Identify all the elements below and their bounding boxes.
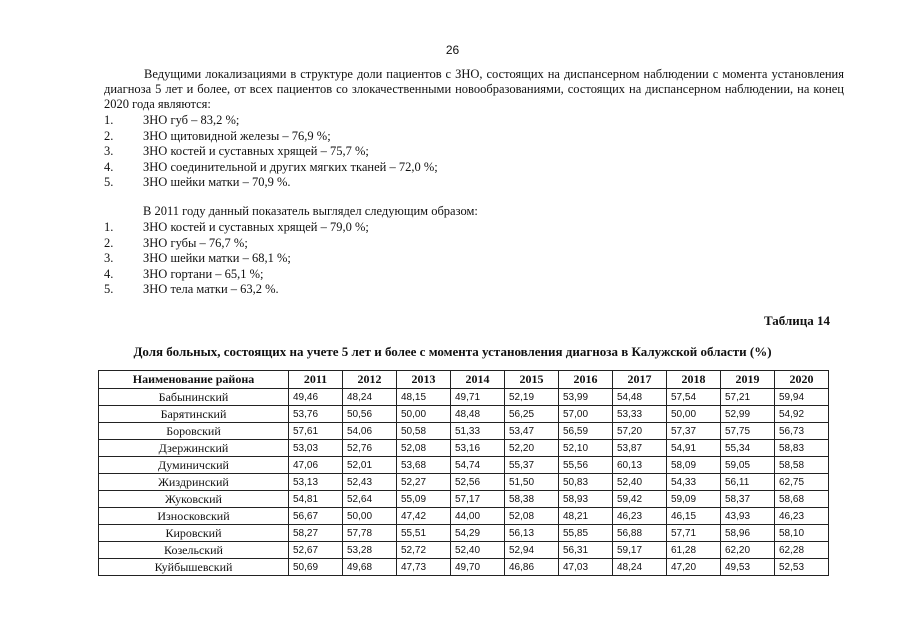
value-cell: 54,92 bbox=[775, 406, 829, 423]
value-cell: 59,05 bbox=[721, 457, 775, 474]
list-item bbox=[104, 175, 438, 191]
value-cell: 57,17 bbox=[451, 491, 505, 508]
list-item-text: ЗНО гортани – 65,1 %; bbox=[143, 266, 264, 281]
value-cell: 55,51 bbox=[397, 525, 451, 542]
column-header-year: 2013 bbox=[397, 371, 451, 389]
value-cell: 56,59 bbox=[559, 423, 613, 440]
value-cell: 57,00 bbox=[559, 406, 613, 423]
value-cell: 53,68 bbox=[397, 457, 451, 474]
value-cell: 52,94 bbox=[505, 542, 559, 559]
value-cell: 52,10 bbox=[559, 440, 613, 457]
value-cell: 52,40 bbox=[613, 474, 667, 491]
list-item-number: 5. bbox=[104, 282, 114, 296]
value-cell: 55,09 bbox=[397, 491, 451, 508]
value-cell: 53,87 bbox=[613, 440, 667, 457]
value-cell: 52,20 bbox=[505, 440, 559, 457]
value-cell: 52,72 bbox=[397, 542, 451, 559]
table-row bbox=[99, 508, 829, 525]
value-cell: 52,19 bbox=[505, 389, 559, 406]
page-number: 26 bbox=[445, 43, 460, 57]
value-cell: 57,20 bbox=[613, 423, 667, 440]
value-cell: 58,93 bbox=[559, 491, 613, 508]
value-cell: 54,48 bbox=[613, 389, 667, 406]
value-cell: 49,70 bbox=[451, 559, 505, 576]
value-cell: 46,86 bbox=[505, 559, 559, 576]
list-item-number: 3. bbox=[104, 251, 114, 265]
list-item-text: ЗНО соединительной и других мягких тканей – 72,0 %; bbox=[143, 159, 438, 174]
table-row bbox=[99, 525, 829, 542]
list-item-text: ЗНО губ – 83,2 %; bbox=[143, 113, 240, 127]
list-item-text: ЗНО костей и суставных хрящей – 75,7 %; bbox=[143, 144, 369, 158]
value-cell: 52,56 bbox=[451, 474, 505, 491]
value-cell: 52,76 bbox=[343, 440, 397, 457]
list-item-number: 2. bbox=[104, 128, 114, 143]
list-item-number: 5. bbox=[104, 175, 114, 189]
list-item-text: ЗНО тела матки – 63,2 %. bbox=[143, 282, 279, 296]
value-cell: 50,58 bbox=[397, 423, 451, 440]
value-cell: 58,83 bbox=[775, 440, 829, 457]
column-header-year: 2019 bbox=[721, 371, 775, 389]
value-cell: 60,13 bbox=[613, 457, 667, 474]
list-item-text: ЗНО шейки матки – 70,9 %. bbox=[143, 175, 291, 189]
value-cell: 56,73 bbox=[775, 423, 829, 440]
value-cell: 50,56 bbox=[343, 406, 397, 423]
value-cell: 49,46 bbox=[289, 389, 343, 406]
value-cell: 48,24 bbox=[613, 559, 667, 576]
district-name-cell: Кировский bbox=[99, 525, 289, 542]
list-item bbox=[104, 251, 369, 267]
value-cell: 56,11 bbox=[721, 474, 775, 491]
list-item-text: ЗНО шейки матки – 68,1 %; bbox=[143, 251, 291, 265]
district-table bbox=[98, 370, 829, 576]
column-header-year: 2017 bbox=[613, 371, 667, 389]
list-item-number: 4. bbox=[104, 266, 114, 281]
table-row bbox=[99, 406, 829, 423]
column-header-district: Наименование района bbox=[99, 371, 289, 389]
list-item bbox=[104, 220, 369, 236]
value-cell: 46,23 bbox=[775, 508, 829, 525]
district-name-cell: Жуковский bbox=[99, 491, 289, 508]
table-body bbox=[99, 389, 829, 576]
list-item-number: 1. bbox=[104, 113, 114, 127]
value-cell: 56,67 bbox=[289, 508, 343, 525]
value-cell: 52,43 bbox=[343, 474, 397, 491]
value-cell: 52,53 bbox=[775, 559, 829, 576]
value-cell: 47,03 bbox=[559, 559, 613, 576]
value-cell: 56,25 bbox=[505, 406, 559, 423]
value-cell: 59,09 bbox=[667, 491, 721, 508]
column-header-year: 2020 bbox=[775, 371, 829, 389]
value-cell: 44,00 bbox=[451, 508, 505, 525]
table-row bbox=[99, 423, 829, 440]
value-cell: 62,28 bbox=[775, 542, 829, 559]
value-cell: 58,10 bbox=[775, 525, 829, 542]
list-item bbox=[104, 144, 438, 160]
value-cell: 57,61 bbox=[289, 423, 343, 440]
value-cell: 56,31 bbox=[559, 542, 613, 559]
value-cell: 53,28 bbox=[343, 542, 397, 559]
value-cell: 53,47 bbox=[505, 423, 559, 440]
value-cell: 52,99 bbox=[721, 406, 775, 423]
value-cell: 48,21 bbox=[559, 508, 613, 525]
value-cell: 52,08 bbox=[505, 508, 559, 525]
value-cell: 57,78 bbox=[343, 525, 397, 542]
value-cell: 47,20 bbox=[667, 559, 721, 576]
value-cell: 55,85 bbox=[559, 525, 613, 542]
value-cell: 58,09 bbox=[667, 457, 721, 474]
column-header-year: 2011 bbox=[289, 371, 343, 389]
value-cell: 58,27 bbox=[289, 525, 343, 542]
value-cell: 58,58 bbox=[775, 457, 829, 474]
value-cell: 48,24 bbox=[343, 389, 397, 406]
table-number: Таблица 14 bbox=[763, 313, 830, 328]
district-name-cell: Боровский bbox=[99, 423, 289, 440]
value-cell: 53,99 bbox=[559, 389, 613, 406]
value-cell: 59,42 bbox=[613, 491, 667, 508]
value-cell: 59,17 bbox=[613, 542, 667, 559]
value-cell: 62,75 bbox=[775, 474, 829, 491]
value-cell: 54,74 bbox=[451, 457, 505, 474]
list-item-text: ЗНО щитовидной железы – 76,9 %; bbox=[143, 128, 331, 143]
district-name-cell: Козельский bbox=[99, 542, 289, 559]
list-item bbox=[104, 129, 438, 145]
value-cell: 47,73 bbox=[397, 559, 451, 576]
table-row bbox=[99, 559, 829, 576]
list-item bbox=[104, 282, 369, 298]
list-item bbox=[104, 267, 369, 283]
value-cell: 53,33 bbox=[613, 406, 667, 423]
list-item-number: 4. bbox=[104, 159, 114, 174]
intro-paragraph bbox=[104, 67, 844, 112]
district-name-cell: Куйбышевский bbox=[99, 559, 289, 576]
value-cell: 49,53 bbox=[721, 559, 775, 576]
value-cell: 50,69 bbox=[289, 559, 343, 576]
value-cell: 58,68 bbox=[775, 491, 829, 508]
value-cell: 43,93 bbox=[721, 508, 775, 525]
value-cell: 57,54 bbox=[667, 389, 721, 406]
value-cell: 54,91 bbox=[667, 440, 721, 457]
value-cell: 58,38 bbox=[505, 491, 559, 508]
table-header-row bbox=[99, 371, 829, 389]
list-item-text: ЗНО костей и суставных хрящей – 79,0 %; bbox=[143, 220, 369, 234]
value-cell: 53,13 bbox=[289, 474, 343, 491]
value-cell: 57,71 bbox=[667, 525, 721, 542]
value-cell: 59,94 bbox=[775, 389, 829, 406]
value-cell: 53,03 bbox=[289, 440, 343, 457]
intro-2011: В 2011 году данный показатель выглядел следующим образом: bbox=[143, 204, 478, 218]
list-item-number: 1. bbox=[104, 220, 114, 234]
value-cell: 54,29 bbox=[451, 525, 505, 542]
column-header-year: 2018 bbox=[667, 371, 721, 389]
list-item bbox=[104, 160, 438, 176]
column-header-year: 2015 bbox=[505, 371, 559, 389]
value-cell: 58,37 bbox=[721, 491, 775, 508]
list-item-text: ЗНО губы – 76,7 %; bbox=[143, 235, 248, 250]
list-item-number: 3. bbox=[104, 144, 114, 158]
list-item bbox=[104, 236, 369, 252]
value-cell: 57,37 bbox=[667, 423, 721, 440]
value-cell: 61,28 bbox=[667, 542, 721, 559]
value-cell: 52,64 bbox=[343, 491, 397, 508]
value-cell: 50,00 bbox=[343, 508, 397, 525]
value-cell: 57,21 bbox=[721, 389, 775, 406]
table-row bbox=[99, 457, 829, 474]
value-cell: 48,48 bbox=[451, 406, 505, 423]
list-item-number: 2. bbox=[104, 235, 114, 250]
table-row bbox=[99, 389, 829, 406]
value-cell: 55,56 bbox=[559, 457, 613, 474]
table-title: Доля больных, состоящих на учете 5 лет и более с момента установления диагноза в Калужской области (%) bbox=[133, 344, 772, 359]
value-cell: 51,50 bbox=[505, 474, 559, 491]
value-cell: 52,27 bbox=[397, 474, 451, 491]
intro-paragraph-text: Ведущими локализациями в структуре доли пациентов с ЗНО, состоящих на диспансерном наблюдении с момента установления диагноза 5 лет и более, от всех пациентов со злокачественными новообразованиями, состоящих на диспансерном наблюдении, на конец 2020 года являются: bbox=[104, 67, 844, 111]
column-header-year: 2014 bbox=[451, 371, 505, 389]
value-cell: 46,23 bbox=[613, 508, 667, 525]
list-2020 bbox=[104, 113, 438, 191]
table-row bbox=[99, 491, 829, 508]
value-cell: 47,06 bbox=[289, 457, 343, 474]
value-cell: 52,40 bbox=[451, 542, 505, 559]
value-cell: 52,01 bbox=[343, 457, 397, 474]
value-cell: 62,20 bbox=[721, 542, 775, 559]
value-cell: 52,67 bbox=[289, 542, 343, 559]
district-name-cell: Думиничский bbox=[99, 457, 289, 474]
district-name-cell: Дзержинский bbox=[99, 440, 289, 457]
value-cell: 48,15 bbox=[397, 389, 451, 406]
value-cell: 49,71 bbox=[451, 389, 505, 406]
table-row bbox=[99, 440, 829, 457]
value-cell: 56,13 bbox=[505, 525, 559, 542]
table-row bbox=[99, 474, 829, 491]
value-cell: 52,08 bbox=[397, 440, 451, 457]
list-2011 bbox=[104, 220, 369, 298]
value-cell: 50,83 bbox=[559, 474, 613, 491]
table-row bbox=[99, 542, 829, 559]
value-cell: 58,96 bbox=[721, 525, 775, 542]
value-cell: 54,06 bbox=[343, 423, 397, 440]
value-cell: 56,88 bbox=[613, 525, 667, 542]
value-cell: 55,34 bbox=[721, 440, 775, 457]
district-name-cell: Барятинский bbox=[99, 406, 289, 423]
value-cell: 51,33 bbox=[451, 423, 505, 440]
value-cell: 47,42 bbox=[397, 508, 451, 525]
column-header-year: 2016 bbox=[559, 371, 613, 389]
value-cell: 54,81 bbox=[289, 491, 343, 508]
district-name-cell: Износковский bbox=[99, 508, 289, 525]
value-cell: 53,16 bbox=[451, 440, 505, 457]
value-cell: 49,68 bbox=[343, 559, 397, 576]
list-item bbox=[104, 113, 438, 129]
value-cell: 54,33 bbox=[667, 474, 721, 491]
district-name-cell: Бабынинский bbox=[99, 389, 289, 406]
value-cell: 53,76 bbox=[289, 406, 343, 423]
value-cell: 46,15 bbox=[667, 508, 721, 525]
value-cell: 55,37 bbox=[505, 457, 559, 474]
value-cell: 50,00 bbox=[397, 406, 451, 423]
value-cell: 57,75 bbox=[721, 423, 775, 440]
column-header-year: 2012 bbox=[343, 371, 397, 389]
value-cell: 50,00 bbox=[667, 406, 721, 423]
district-name-cell: Жиздринский bbox=[99, 474, 289, 491]
